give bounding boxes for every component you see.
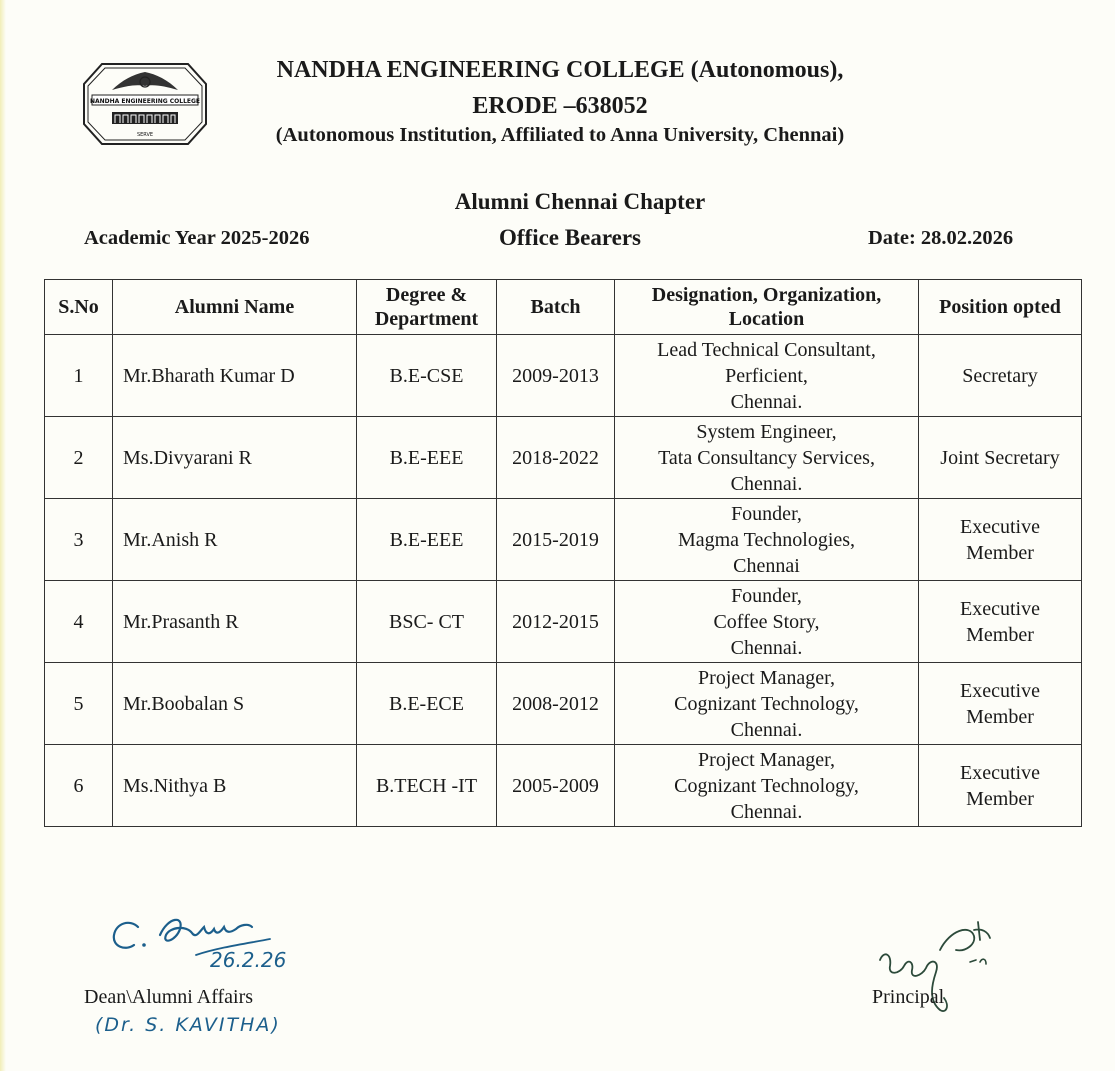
header-degree — [357, 280, 497, 335]
dean-name: (Dr. S. KAVITHA) — [95, 1014, 281, 1036]
cell-degree: B.TECH -IT — [357, 745, 497, 827]
table-row — [45, 499, 1082, 581]
cell-designation — [615, 581, 919, 663]
position-line: Executive — [960, 515, 1040, 538]
cell-name: Mr.Anish R — [113, 499, 357, 581]
cell-sno: 2 — [45, 417, 113, 499]
table-row — [45, 581, 1082, 663]
header-batch: Batch — [497, 280, 615, 335]
cell-position — [919, 745, 1082, 827]
cell-batch: 2015-2019 — [497, 499, 615, 581]
designation-line: Chennai. — [730, 472, 803, 495]
cell-batch: 2009-2013 — [497, 335, 615, 417]
dean-label: Dean\Alumni Affairs — [84, 986, 254, 1008]
position-line: Joint Secretary — [940, 446, 1060, 469]
cell-batch: 2012-2015 — [497, 581, 615, 663]
cell-batch: 2008-2012 — [497, 663, 615, 745]
designation-line: Cognizant Technology, — [674, 774, 859, 797]
college-name-line2: ERODE –638052 — [472, 93, 648, 119]
header-designation-line1: Designation, Organization, — [651, 284, 882, 306]
designation-line: Coffee Story, — [713, 610, 820, 633]
header-position: Position opted — [919, 280, 1082, 335]
designation-line: Perficient, — [725, 364, 808, 387]
cell-degree: B.E-EEE — [357, 417, 497, 499]
header-designation-line2: Location — [728, 308, 805, 330]
table-row — [45, 663, 1082, 745]
cell-sno: 1 — [45, 335, 113, 417]
cell-position — [919, 417, 1082, 499]
college-name-line1: NANDHA ENGINEERING COLLEGE (Autonomous), — [276, 57, 844, 83]
cell-designation — [615, 663, 919, 745]
header-degree-line2: Department — [374, 308, 479, 330]
cell-degree: B.E-ECE — [357, 663, 497, 745]
designation-line: Magma Technologies, — [677, 528, 856, 551]
cell-position — [919, 335, 1082, 417]
cell-name: Mr.Prasanth R — [113, 581, 357, 663]
designation-line: Chennai. — [730, 718, 803, 741]
svg-text:26.2.26: 26.2.26 — [210, 948, 287, 972]
cell-degree: B.E-EEE — [357, 499, 497, 581]
position-line: Member — [966, 787, 1034, 810]
table-row — [45, 745, 1082, 827]
dean-signature-icon — [100, 905, 320, 985]
designation-line: System Engineer, — [696, 420, 837, 443]
position-line: Secretary — [962, 364, 1038, 387]
position-line: Executive — [960, 761, 1040, 784]
position-line: Member — [966, 623, 1034, 646]
designation-line: Founder, — [731, 584, 802, 607]
table-row — [45, 335, 1082, 417]
college-logo-icon — [82, 62, 208, 146]
cell-name: Ms.Divyarani R — [113, 417, 357, 499]
cell-sno: 5 — [45, 663, 113, 745]
cell-sno: 3 — [45, 499, 113, 581]
cell-degree: BSC- CT — [357, 581, 497, 663]
designation-line: Chennai — [733, 554, 800, 577]
cell-position — [919, 663, 1082, 745]
designation-line: Chennai. — [730, 390, 803, 413]
header-designation — [615, 280, 919, 335]
table-row — [45, 417, 1082, 499]
designation-line: Cognizant Technology, — [674, 692, 859, 715]
section-title: Office Bearers — [499, 225, 641, 250]
designation-line: Tata Consultancy Services, — [658, 446, 875, 469]
position-line: Member — [966, 541, 1034, 564]
cell-name: Mr.Boobalan S — [113, 663, 357, 745]
cell-designation — [615, 417, 919, 499]
cell-sno: 6 — [45, 745, 113, 827]
cell-position — [919, 581, 1082, 663]
scan-edge — [0, 0, 6, 1071]
principal-label: Principal — [872, 986, 945, 1008]
position-line: Executive — [960, 597, 1040, 620]
office-bearers-table — [44, 279, 1082, 827]
designation-line: Project Manager, — [698, 666, 835, 689]
designation-line: Founder, — [731, 502, 802, 525]
academic-year: Academic Year 2025-2026 — [84, 227, 310, 249]
chapter-title: Alumni Chennai Chapter — [454, 189, 706, 214]
designation-line: Project Manager, — [698, 748, 835, 771]
table-header-row — [45, 280, 1082, 335]
position-line: Executive — [960, 679, 1040, 702]
cell-designation — [615, 499, 919, 581]
cell-name: Mr.Bharath Kumar D — [113, 335, 357, 417]
college-affiliation: (Autonomous Institution, Affiliated to Anna University, Chennai) — [275, 124, 845, 146]
designation-line: Chennai. — [730, 636, 803, 659]
header-degree-line1: Degree & — [385, 284, 468, 306]
svg-text:NANDHA ENGINEERING COLLEGE: NANDHA ENGINEERING COLLEGE — [89, 98, 201, 105]
cell-degree: B.E-CSE — [357, 335, 497, 417]
cell-position — [919, 499, 1082, 581]
header-name: Alumni Name — [113, 280, 357, 335]
cell-sno: 4 — [45, 581, 113, 663]
college-name — [240, 52, 880, 124]
designation-line: Chennai. — [730, 800, 803, 823]
svg-text:SERVE: SERVE — [136, 132, 154, 138]
position-line: Member — [966, 705, 1034, 728]
cell-batch: 2005-2009 — [497, 745, 615, 827]
header-sno: S.No — [45, 280, 113, 335]
cell-designation — [615, 335, 919, 417]
designation-line: Lead Technical Consultant, — [657, 338, 876, 361]
cell-batch: 2018-2022 — [497, 417, 615, 499]
cell-name: Ms.Nithya B — [113, 745, 357, 827]
cell-designation — [615, 745, 919, 827]
document-date: Date: 28.02.2026 — [868, 227, 1014, 249]
